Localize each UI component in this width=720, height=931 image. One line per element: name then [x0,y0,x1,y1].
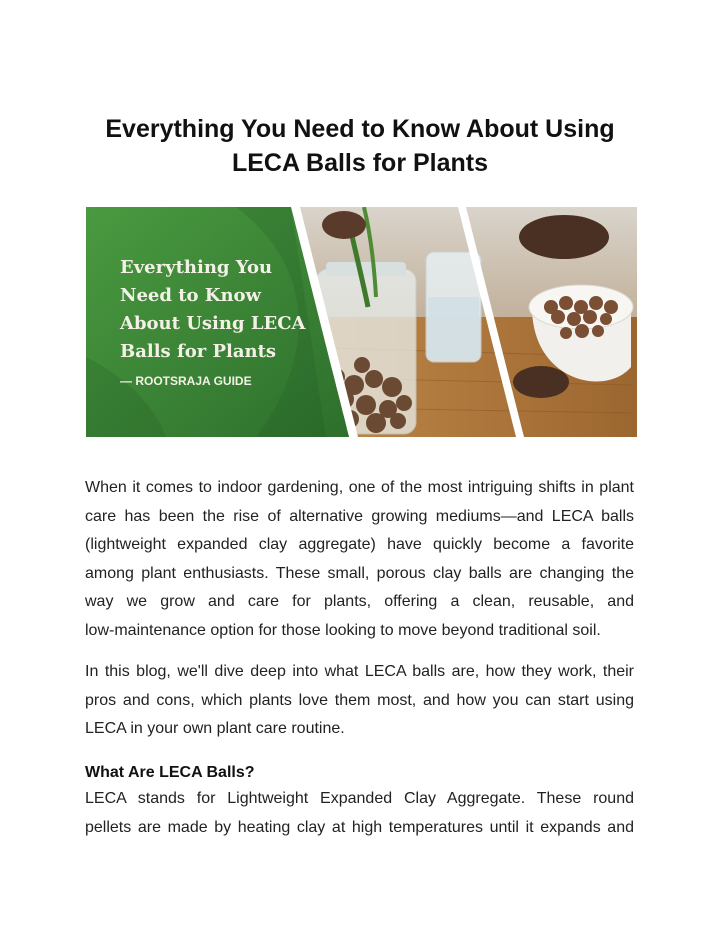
title-line-2: LECA Balls for Plants [231,149,489,177]
overlay-line-4: Balls for Plants [120,341,277,362]
paragraph-line: When it comes to indoor gardening, one of the most intriguing shifts in plant [85,479,634,496]
paragraph-line: In this blog, we'll dive deep into what LECA balls are, how they work, their [85,663,634,680]
paragraph-line: among plant enthusiasts. These small, porous clay balls are changing the [85,564,634,582]
leca-definition-paragraph [85,785,634,842]
blog-overview-paragraph [85,658,634,744]
paragraph-line: LECA in your own plant care routine. [85,720,345,738]
paragraph-line: LECA stands for Lightweight Expanded Clay Aggregate. These round [85,790,634,807]
paragraph-line: pellets are made by heating clay at high temperatures until it expands and [85,818,634,836]
section-heading: What Are LECA Balls? [85,764,255,781]
hero-image [86,207,637,437]
title-line-1: Everything You Need to Know About Using [105,115,615,143]
overlay-credit: — ROOTSRAJA GUIDE [120,374,252,388]
paragraph-line: care has been the rise of alternative growing mediums—and LECA balls [85,507,634,525]
paragraph-line: (lightweight expanded clay aggregate) have quickly become a favorite [85,536,634,554]
paragraph-line: way we grow and care for plants, offering a clean, reusable, and [85,593,634,611]
page-title [60,112,660,180]
overlay-line-1: Everything You [120,257,273,278]
overlay-line-2: Need to Know [120,285,262,306]
paragraph-line: pros and cons, which plants love them most, and how you can start using [85,691,634,709]
intro-paragraph [85,474,634,646]
overlay-line-3: About Using LECA [120,313,306,334]
paragraph-line: low-maintenance option for those looking to move beyond traditional soil. [85,621,601,639]
